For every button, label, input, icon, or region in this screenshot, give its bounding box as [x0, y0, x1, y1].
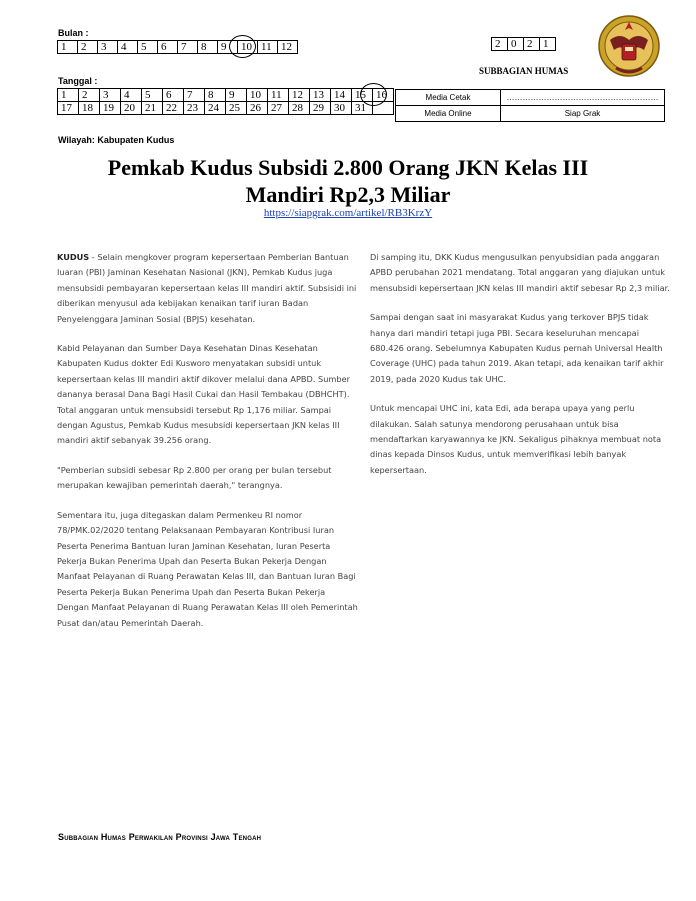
date-grid	[57, 88, 394, 115]
day-cell: 29	[310, 102, 331, 115]
media-cetak-label: Media Cetak	[396, 90, 501, 106]
day-cell: 19	[100, 102, 121, 115]
paragraph-3: "Pemberian subsidi sebesar Rp 2.800 per orang per bulan tersebut merupakan kewajiban pemerintah daerah," terangnya.	[57, 464, 332, 491]
day-cell: 10	[247, 89, 268, 102]
article-title-line1: Pemkab Kudus Subsidi 2.800 Orang JKN Kelas III	[107, 155, 589, 180]
month-cell: 4	[118, 41, 138, 54]
day-cell: 8	[205, 89, 226, 102]
paragraph-4: Sementara itu, juga ditegaskan dalam Permenkeu RI nomor 78/PMK.02/2020 tentang Pelaksanaan Pembayaran Kontribusi Iuran Peserta Penerima Bantuan Iuran Jaminan Kesehatan, Iuran Peserta Pekerja Bukan Penerima Upah dan Peserta Bukan Pekerja Dengan Manfaat Pelayanan di Ruang Perawatan Kelas III, dan Bantuan Iuran Bagi Peserta Pekerja Bukan Penerima Upah dan Peserta Bukan Pekerja Dengan Manfaat Pelayanan di Ruang Perawatan Kelas III oleh Pemerintah Pusat dan/atau Pemerintah Daerah.	[57, 509, 358, 628]
article-right-column	[370, 250, 672, 492]
month-cell: 9	[218, 41, 238, 54]
selected-month-circle	[229, 35, 256, 58]
month-cell: 2	[78, 41, 98, 54]
day-cell: 20	[121, 102, 142, 115]
day-cell: 14	[331, 89, 352, 102]
article-left-column	[57, 250, 359, 645]
footer-org: Subbagian Humas Perwakilan Provinsi Jawa Tengah	[58, 832, 262, 842]
article-url-link[interactable]: https://siapgrak.com/artikel/RB3KrzY	[263, 207, 433, 219]
media-online-label: Media Online	[396, 106, 501, 122]
tanggal-label: Tanggal :	[58, 76, 98, 86]
day-cell: 17	[58, 102, 79, 115]
media-cetak-value: …………………………………………………	[501, 90, 665, 106]
year-digit-cell: 2	[492, 38, 508, 51]
month-cell: 5	[138, 41, 158, 54]
day-cell: 11	[268, 89, 289, 102]
day-cell: 1	[58, 89, 79, 102]
paragraph-1-text: - Selain mengkover program kepersertaan Pemberian Bantuan Iuaran (PBI) Jaminan Kesehatan Nasional (JKN), Pemkab Kudus juga mensubsidi pembayaran kepersertaan kelas III mandiri aktif. Subsisidi ini diberikan menyusul ada kebijakan kenaikan tarif iuran Badan Penyelenggara Jaminan Sosial (BPJS) kesehatan.	[57, 252, 357, 324]
year-digit-cell: 2	[524, 38, 540, 51]
year-digit-cell: 0	[508, 38, 524, 51]
day-cell: 7	[184, 89, 205, 102]
day-cell: 18	[79, 102, 100, 115]
wilayah-label: Wilayah: Kabupaten Kudus	[58, 135, 175, 145]
media-table	[395, 89, 665, 122]
month-cell: 10	[238, 41, 258, 54]
bulan-label: Bulan :	[58, 28, 89, 38]
paragraph-1	[57, 250, 359, 327]
day-cell: 6	[163, 89, 184, 102]
day-cell: 15	[352, 89, 373, 102]
month-cell: 7	[178, 41, 198, 54]
year-grid	[491, 37, 556, 51]
day-cell: 23	[184, 102, 205, 115]
selected-day-circle	[360, 83, 387, 106]
day-cell: 22	[163, 102, 184, 115]
day-cell: 30	[331, 102, 352, 115]
dateline: KUDUS	[57, 252, 90, 262]
paragraph-6: Sampai dengan saat ini masyarakat Kudus yang terkover BPJS tidak hanya dari mandiri tetapi juga PBI. Secara keseluruhan mencapai 680.426 orang. Sebelumnya Kabupaten Kudus pernah Universal Health Coverage (UHC) pada tahun 2019. Akan tetapi, ada kenaikan tarif akhir 2019, pada 2020 Kudus tak UHC.	[370, 312, 664, 384]
month-cell: 1	[58, 41, 78, 54]
day-cell: 21	[142, 102, 163, 115]
day-cell: 9	[226, 89, 247, 102]
day-cell: 2	[79, 89, 100, 102]
emblem-logo	[596, 10, 662, 84]
day-cell: 16	[373, 89, 394, 102]
month-cell: 3	[98, 41, 118, 54]
day-cell: 12	[289, 89, 310, 102]
day-cell: 26	[247, 102, 268, 115]
month-cell: 8	[198, 41, 218, 54]
paragraph-7: Untuk mencapai UHC ini, kata Edi, ada berapa upaya yang perlu dilakukan. Salah satunya mendorong perusahaan untuk bisa mendaftarkan karyawannya ke JKN. Sekaligus pihaknya membuat nota dinas kepada Dinsos Kudus, untuk memverifikasi lebih banyak kepersertaan.	[370, 403, 662, 475]
department-label: SUBBAGIAN HUMAS	[479, 66, 569, 76]
month-cell: 11	[258, 41, 278, 54]
article-title-line2: Mandiri Rp2,3 Miliar	[245, 182, 451, 207]
day-cell: 31	[352, 102, 373, 115]
month-cell: 12	[278, 41, 298, 54]
day-cell: 3	[100, 89, 121, 102]
day-cell: 25	[226, 102, 247, 115]
day-cell: 4	[121, 89, 142, 102]
month-cell: 6	[158, 41, 178, 54]
day-cell: 28	[289, 102, 310, 115]
month-grid	[57, 40, 298, 54]
paragraph-5: Di samping itu, DKK Kudus mengusulkan penyubsidian pada anggaran APBD perubahan 2021 mendatang. Total anggaran yang diajukan untuk mensubsidi kepersertaan JKN kelas III mandiri aktif sebesar Rp 2,3 miliar.	[370, 252, 670, 293]
paragraph-2: Kabid Pelayanan dan Sumber Daya Kesehatan Dinas Kesehatan Kabupaten Kudus dokter Edi Kusworo menyatakan subsidi untuk kepersertaan kelas III mandiri aktif dikover melalui dana APBD. Sumber dananya berasal Dana Bagi Hasil Cukai dan Hasil Tembakau (DBHCHT). Total anggaran untuk mensubsidi tersebut Rp 1,176 miliar. Sampai dengan Agustus, Pemkab Kudus mesubsidi kepersertaan JKN kelas III mandiri aktif sebanyak 39.256 orang.	[57, 343, 350, 446]
media-online-value: Siap Grak	[501, 106, 665, 122]
day-cell: 5	[142, 89, 163, 102]
year-digit-cell: 1	[540, 38, 556, 51]
day-cell: 24	[205, 102, 226, 115]
day-cell: 13	[310, 89, 331, 102]
day-cell: 27	[268, 102, 289, 115]
